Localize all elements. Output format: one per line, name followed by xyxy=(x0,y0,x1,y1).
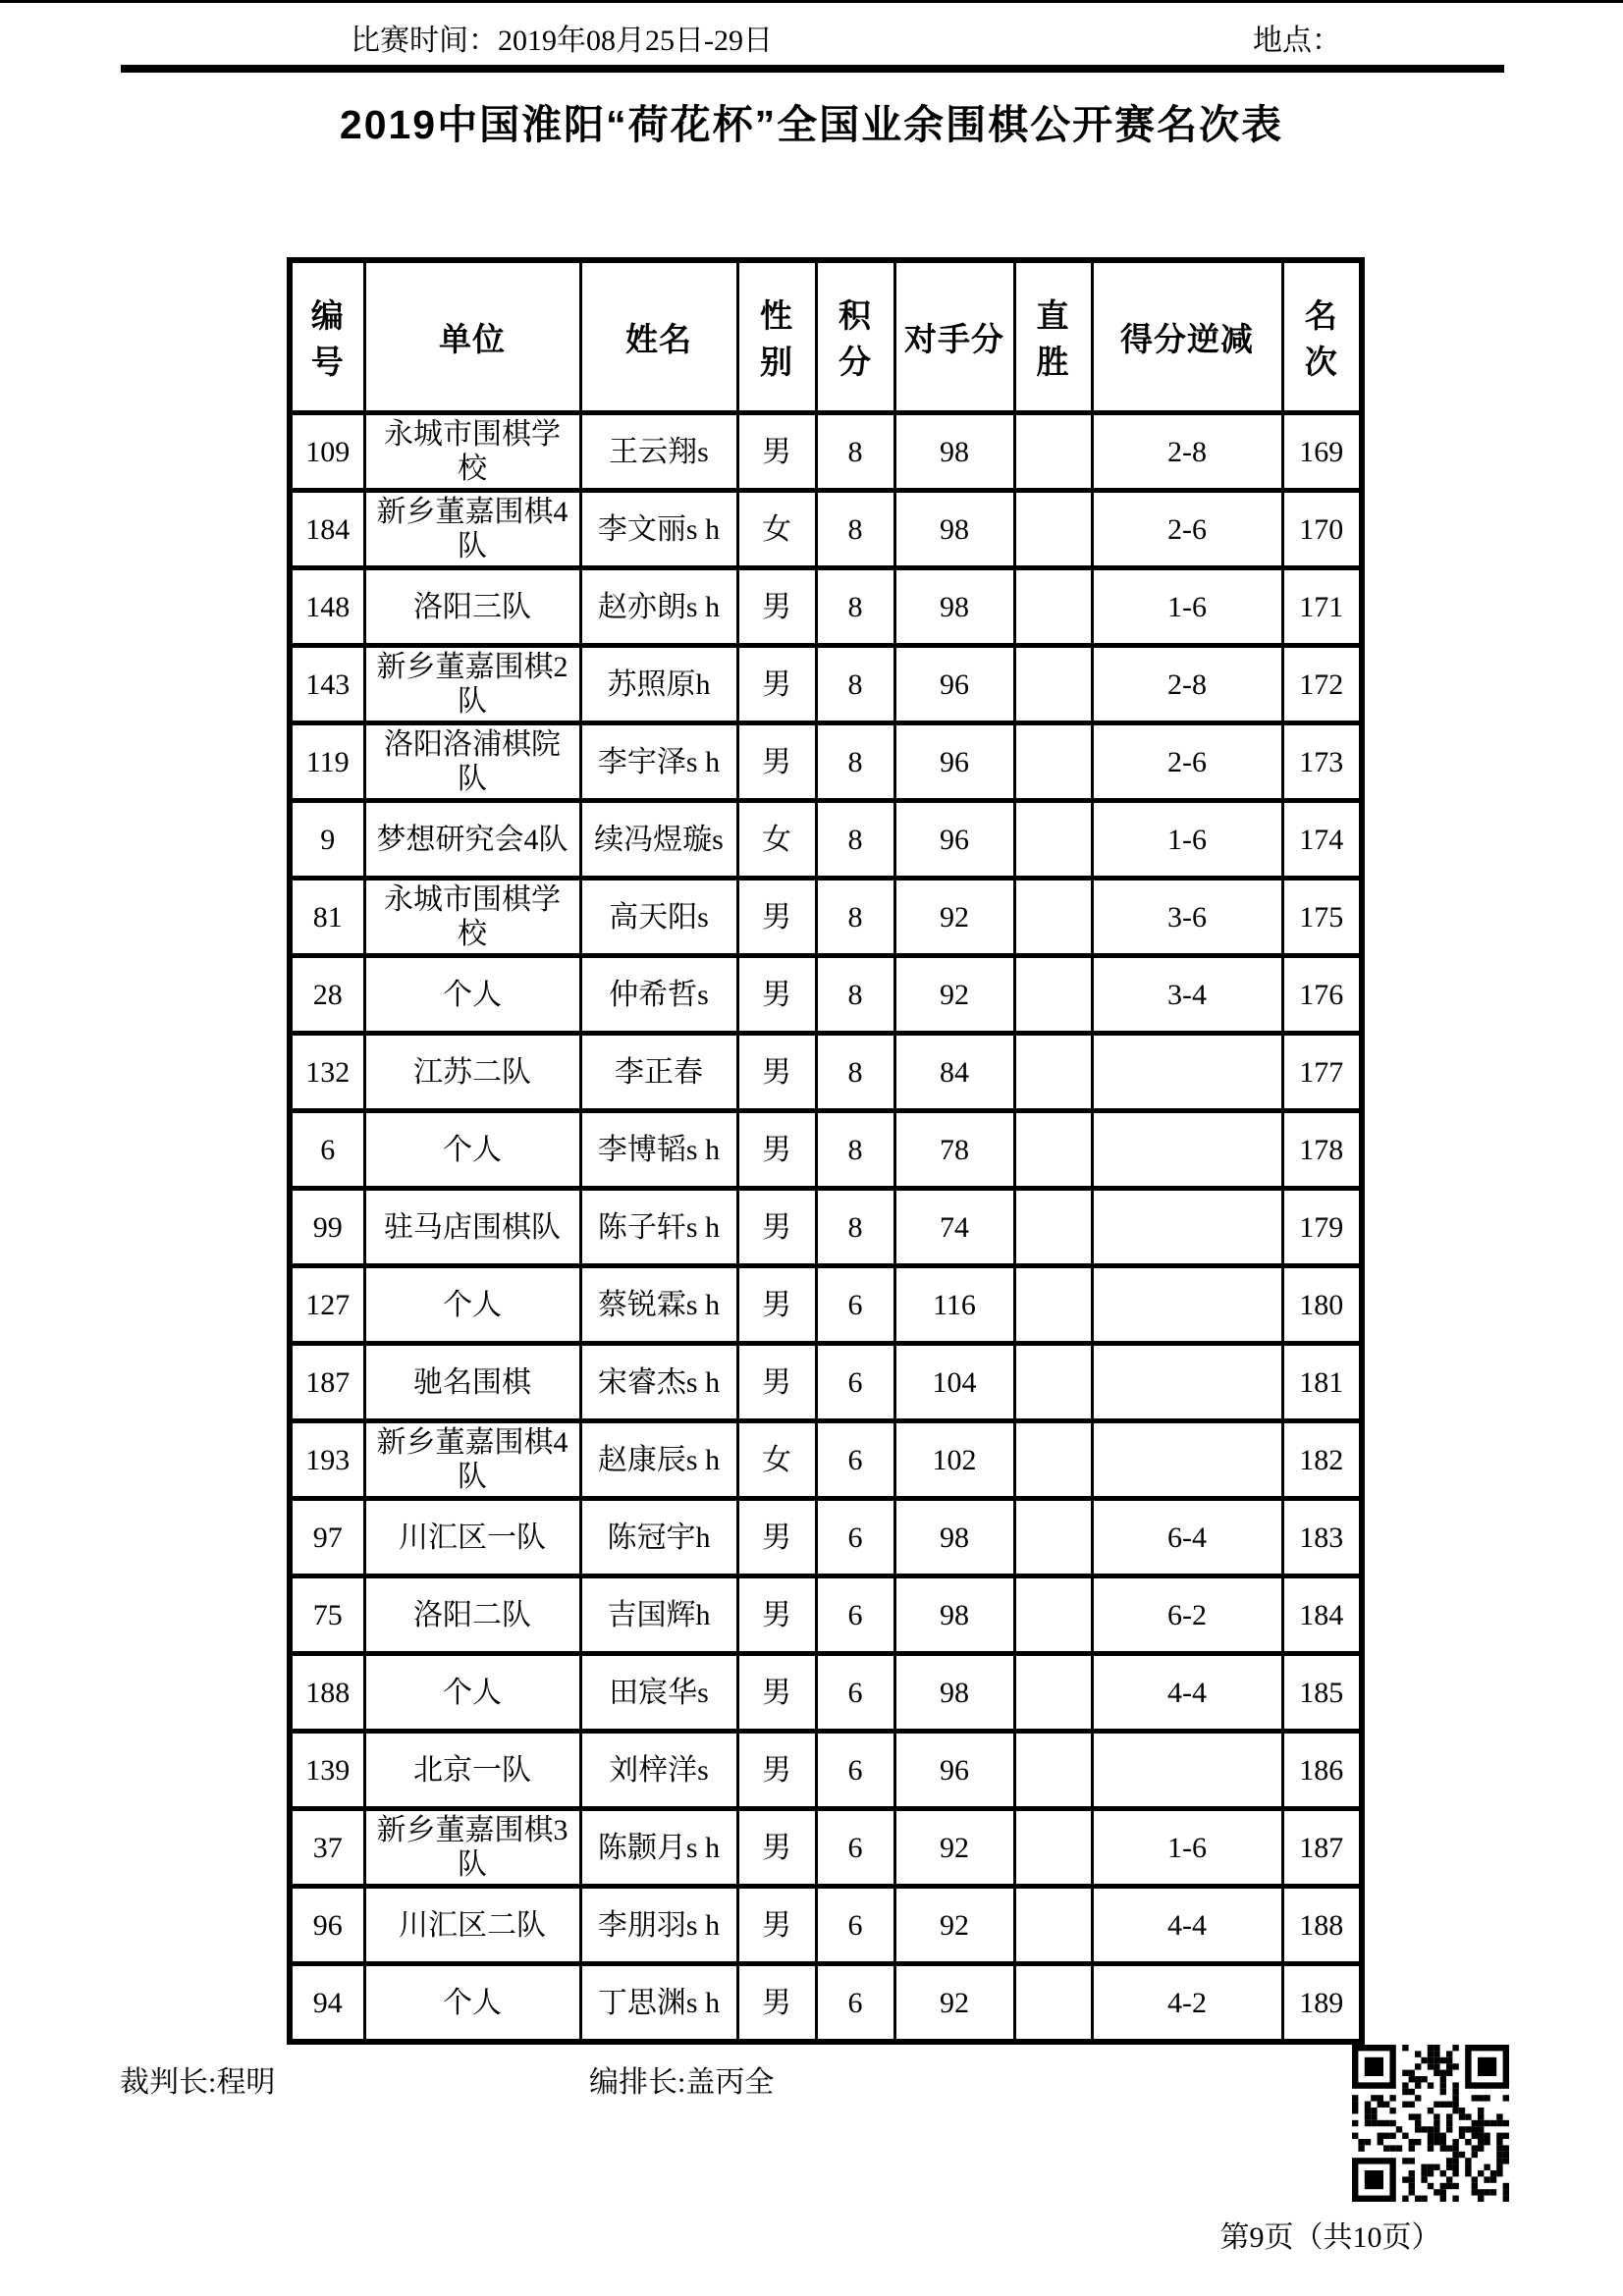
cell-direct-win xyxy=(1014,1809,1092,1887)
results-table xyxy=(287,257,1365,2045)
col-rank: 名次 xyxy=(1282,260,1362,413)
cell-gender: 男 xyxy=(737,646,816,723)
cell-points: 8 xyxy=(816,1111,894,1189)
cell-name: 李文丽s h xyxy=(580,491,737,568)
cell-gender: 男 xyxy=(737,1266,816,1344)
header-divider-rule xyxy=(121,65,1504,73)
cell-score-reduction xyxy=(1092,1344,1282,1421)
cell-direct-win xyxy=(1014,1499,1092,1576)
cell-unit: 北京一队 xyxy=(364,1732,580,1809)
cell-opponent-points: 96 xyxy=(894,723,1014,801)
table-row xyxy=(290,1576,1362,1654)
cell-points: 6 xyxy=(816,1344,894,1421)
cell-gender: 男 xyxy=(737,1887,816,1964)
cell-points: 8 xyxy=(816,646,894,723)
cell-name: 续冯煜璇s xyxy=(580,801,737,879)
table-row xyxy=(290,646,1362,723)
table-row xyxy=(290,1809,1362,1887)
cell-score-reduction: 2-8 xyxy=(1092,646,1282,723)
chief-referee-label: 裁判长:程明 xyxy=(120,2066,276,2099)
table-header-row xyxy=(290,260,1362,413)
cell-rank: 178 xyxy=(1282,1111,1362,1189)
cell-rank: 179 xyxy=(1282,1189,1362,1266)
cell-direct-win xyxy=(1014,1732,1092,1809)
cell-number: 81 xyxy=(290,879,364,956)
cell-rank: 182 xyxy=(1282,1421,1362,1499)
cell-opponent-points: 74 xyxy=(894,1189,1014,1266)
cell-rank: 185 xyxy=(1282,1654,1362,1732)
cell-number: 109 xyxy=(290,413,364,491)
cell-number: 9 xyxy=(290,801,364,879)
col-points: 积分 xyxy=(816,260,894,413)
cell-rank: 187 xyxy=(1282,1809,1362,1887)
cell-gender: 男 xyxy=(737,1344,816,1421)
cell-number: 6 xyxy=(290,1111,364,1189)
col-name: 姓名 xyxy=(580,260,737,413)
cell-points: 8 xyxy=(816,879,894,956)
cell-opponent-points: 98 xyxy=(894,568,1014,646)
cell-number: 75 xyxy=(290,1576,364,1654)
table-row xyxy=(290,879,1362,956)
cell-opponent-points: 116 xyxy=(894,1266,1014,1344)
cell-name: 丁思渊s h xyxy=(580,1964,737,2043)
cell-points: 6 xyxy=(816,1654,894,1732)
cell-unit: 洛阳二队 xyxy=(364,1576,580,1654)
cell-opponent-points: 98 xyxy=(894,1576,1014,1654)
cell-gender: 男 xyxy=(737,568,816,646)
cell-unit: 洛阳三队 xyxy=(364,568,580,646)
table-row xyxy=(290,1111,1362,1189)
col-direct-win: 直胜 xyxy=(1014,260,1092,413)
cell-score-reduction: 4-4 xyxy=(1092,1654,1282,1732)
cell-rank: 172 xyxy=(1282,646,1362,723)
cell-unit: 新乡董嘉围棋4队 xyxy=(364,1421,580,1499)
page-top-edge xyxy=(0,0,1623,3)
cell-unit: 川汇区一队 xyxy=(364,1499,580,1576)
cell-rank: 188 xyxy=(1282,1887,1362,1964)
cell-opponent-points: 92 xyxy=(894,1964,1014,2043)
cell-opponent-points: 92 xyxy=(894,1809,1014,1887)
table-row xyxy=(290,801,1362,879)
cell-opponent-points: 102 xyxy=(894,1421,1014,1499)
cell-score-reduction xyxy=(1092,1421,1282,1499)
cell-rank: 176 xyxy=(1282,956,1362,1034)
cell-name: 赵亦朗s h xyxy=(580,568,737,646)
cell-points: 6 xyxy=(816,1732,894,1809)
cell-gender: 女 xyxy=(737,1421,816,1499)
cell-score-reduction: 4-2 xyxy=(1092,1964,1282,2043)
cell-number: 132 xyxy=(290,1034,364,1111)
cell-unit: 新乡董嘉围棋2队 xyxy=(364,646,580,723)
cell-opponent-points: 98 xyxy=(894,1499,1014,1576)
table-row xyxy=(290,1266,1362,1344)
cell-points: 8 xyxy=(816,1189,894,1266)
table-row xyxy=(290,1034,1362,1111)
cell-unit: 江苏二队 xyxy=(364,1034,580,1111)
cell-score-reduction xyxy=(1092,1189,1282,1266)
cell-unit: 洛阳洛浦棋院队 xyxy=(364,723,580,801)
cell-rank: 184 xyxy=(1282,1576,1362,1654)
cell-name: 吉国辉h xyxy=(580,1576,737,1654)
table-row xyxy=(290,723,1362,801)
cell-gender: 男 xyxy=(737,1964,816,2043)
cell-number: 184 xyxy=(290,491,364,568)
cell-name: 田宸华s xyxy=(580,1654,737,1732)
cell-direct-win xyxy=(1014,879,1092,956)
cell-name: 李宇泽s h xyxy=(580,723,737,801)
cell-points: 8 xyxy=(816,956,894,1034)
cell-direct-win xyxy=(1014,1189,1092,1266)
cell-points: 6 xyxy=(816,1887,894,1964)
cell-gender: 男 xyxy=(737,1654,816,1732)
cell-direct-win xyxy=(1014,491,1092,568)
cell-unit: 新乡董嘉围棋3队 xyxy=(364,1809,580,1887)
cell-rank: 183 xyxy=(1282,1499,1362,1576)
cell-score-reduction xyxy=(1092,1266,1282,1344)
cell-opponent-points: 84 xyxy=(894,1034,1014,1111)
cell-name: 宋睿杰s h xyxy=(580,1344,737,1421)
cell-unit: 川汇区二队 xyxy=(364,1887,580,1964)
table-row xyxy=(290,1499,1362,1576)
table-row xyxy=(290,1654,1362,1732)
cell-score-reduction: 2-8 xyxy=(1092,413,1282,491)
cell-points: 8 xyxy=(816,568,894,646)
cell-name: 王云翔s xyxy=(580,413,737,491)
cell-score-reduction: 2-6 xyxy=(1092,723,1282,801)
cell-gender: 男 xyxy=(737,1576,816,1654)
cell-unit: 永城市围棋学校 xyxy=(364,413,580,491)
cell-rank: 189 xyxy=(1282,1964,1362,2043)
cell-opponent-points: 96 xyxy=(894,1732,1014,1809)
cell-direct-win xyxy=(1014,1654,1092,1732)
cell-score-reduction xyxy=(1092,1034,1282,1111)
cell-number: 127 xyxy=(290,1266,364,1344)
cell-score-reduction: 3-4 xyxy=(1092,956,1282,1034)
cell-direct-win xyxy=(1014,1344,1092,1421)
cell-points: 8 xyxy=(816,491,894,568)
cell-unit: 永城市围棋学校 xyxy=(364,879,580,956)
cell-direct-win xyxy=(1014,1576,1092,1654)
cell-score-reduction: 1-6 xyxy=(1092,1809,1282,1887)
cell-name: 高天阳s xyxy=(580,879,737,956)
cell-unit: 梦想研究会4队 xyxy=(364,801,580,879)
cell-opponent-points: 78 xyxy=(894,1111,1014,1189)
cell-name: 陈子轩s h xyxy=(580,1189,737,1266)
cell-score-reduction: 2-6 xyxy=(1092,491,1282,568)
cell-score-reduction: 1-6 xyxy=(1092,801,1282,879)
cell-name: 苏照原h xyxy=(580,646,737,723)
cell-rank: 181 xyxy=(1282,1344,1362,1421)
cell-gender: 女 xyxy=(737,801,816,879)
cell-rank: 170 xyxy=(1282,491,1362,568)
table-row xyxy=(290,956,1362,1034)
col-score-reduction: 得分逆减 xyxy=(1092,260,1282,413)
results-table-container xyxy=(287,257,1365,2045)
results-table-body xyxy=(290,413,1362,2043)
table-row xyxy=(290,491,1362,568)
cell-score-reduction: 3-6 xyxy=(1092,879,1282,956)
cell-unit: 个人 xyxy=(364,1964,580,2043)
cell-score-reduction xyxy=(1092,1111,1282,1189)
cell-opponent-points: 98 xyxy=(894,1654,1014,1732)
cell-number: 94 xyxy=(290,1964,364,2043)
cell-opponent-points: 92 xyxy=(894,1887,1014,1964)
cell-direct-win xyxy=(1014,723,1092,801)
cell-rank: 186 xyxy=(1282,1732,1362,1809)
cell-points: 6 xyxy=(816,1421,894,1499)
cell-gender: 男 xyxy=(737,956,816,1034)
cell-number: 37 xyxy=(290,1809,364,1887)
cell-rank: 174 xyxy=(1282,801,1362,879)
cell-number: 99 xyxy=(290,1189,364,1266)
cell-number: 148 xyxy=(290,568,364,646)
cell-name: 陈颢月s h xyxy=(580,1809,737,1887)
cell-rank: 180 xyxy=(1282,1266,1362,1344)
cell-unit: 个人 xyxy=(364,1266,580,1344)
col-unit: 单位 xyxy=(364,260,580,413)
cell-score-reduction xyxy=(1092,1732,1282,1809)
location-label: 地点： xyxy=(1253,25,1341,57)
cell-unit: 驰名围棋 xyxy=(364,1344,580,1421)
cell-number: 97 xyxy=(290,1499,364,1576)
table-row xyxy=(290,1732,1362,1809)
page-title: 2019中国淮阳“荷花杯”全国业余围棋公开赛名次表 xyxy=(339,102,1284,147)
cell-points: 6 xyxy=(816,1576,894,1654)
cell-score-reduction: 4-4 xyxy=(1092,1887,1282,1964)
cell-score-reduction: 1-6 xyxy=(1092,568,1282,646)
cell-number: 139 xyxy=(290,1732,364,1809)
qr-code-image xyxy=(1350,2045,1511,2202)
cell-gender: 男 xyxy=(737,1732,816,1809)
cell-name: 蔡锐霖s h xyxy=(580,1266,737,1344)
cell-rank: 169 xyxy=(1282,413,1362,491)
cell-gender: 男 xyxy=(737,413,816,491)
cell-number: 193 xyxy=(290,1421,364,1499)
cell-direct-win xyxy=(1014,1111,1092,1189)
cell-direct-win xyxy=(1014,1034,1092,1111)
cell-number: 119 xyxy=(290,723,364,801)
cell-score-reduction: 6-4 xyxy=(1092,1499,1282,1576)
cell-unit: 新乡董嘉围棋4队 xyxy=(364,491,580,568)
cell-name: 李博韬s h xyxy=(580,1111,737,1189)
cell-opponent-points: 92 xyxy=(894,956,1014,1034)
cell-number: 187 xyxy=(290,1344,364,1421)
table-row xyxy=(290,568,1362,646)
cell-gender: 男 xyxy=(737,879,816,956)
table-row xyxy=(290,1189,1362,1266)
cell-direct-win xyxy=(1014,413,1092,491)
cell-direct-win xyxy=(1014,956,1092,1034)
cell-direct-win xyxy=(1014,568,1092,646)
cell-gender: 男 xyxy=(737,1034,816,1111)
cell-opponent-points: 92 xyxy=(894,879,1014,956)
cell-points: 6 xyxy=(816,1499,894,1576)
cell-name: 赵康辰s h xyxy=(580,1421,737,1499)
cell-points: 6 xyxy=(816,1964,894,2043)
chief-arranger-label: 编排长:盖丙全 xyxy=(589,2066,775,2099)
competition-time-label: 比赛时间：2019年08月25日-29日 xyxy=(351,25,773,57)
table-row xyxy=(290,1344,1362,1421)
cell-rank: 175 xyxy=(1282,879,1362,956)
cell-gender: 男 xyxy=(737,1189,816,1266)
cell-name: 李朋羽s h xyxy=(580,1887,737,1964)
cell-name: 李正春 xyxy=(580,1034,737,1111)
page-number: 第9页（共10页） xyxy=(1219,2221,1441,2254)
cell-opponent-points: 98 xyxy=(894,413,1014,491)
cell-points: 6 xyxy=(816,1266,894,1344)
cell-direct-win xyxy=(1014,1887,1092,1964)
cell-direct-win xyxy=(1014,646,1092,723)
cell-name: 刘梓洋s xyxy=(580,1732,737,1809)
cell-rank: 171 xyxy=(1282,568,1362,646)
col-number: 编号 xyxy=(290,260,364,413)
table-row xyxy=(290,1887,1362,1964)
cell-points: 8 xyxy=(816,1034,894,1111)
cell-number: 28 xyxy=(290,956,364,1034)
cell-unit: 个人 xyxy=(364,956,580,1034)
cell-gender: 男 xyxy=(737,1499,816,1576)
cell-opponent-points: 96 xyxy=(894,801,1014,879)
cell-gender: 男 xyxy=(737,1111,816,1189)
cell-number: 96 xyxy=(290,1887,364,1964)
cell-number: 188 xyxy=(290,1654,364,1732)
cell-direct-win xyxy=(1014,1421,1092,1499)
cell-unit: 个人 xyxy=(364,1654,580,1732)
cell-rank: 177 xyxy=(1282,1034,1362,1111)
cell-unit: 驻马店围棋队 xyxy=(364,1189,580,1266)
cell-gender: 男 xyxy=(737,723,816,801)
table-row xyxy=(290,1964,1362,2043)
cell-gender: 女 xyxy=(737,491,816,568)
cell-name: 仲希哲s xyxy=(580,956,737,1034)
cell-direct-win xyxy=(1014,1964,1092,2043)
cell-rank: 173 xyxy=(1282,723,1362,801)
cell-direct-win xyxy=(1014,801,1092,879)
col-opponent-points: 对手分 xyxy=(894,260,1014,413)
table-row xyxy=(290,1421,1362,1499)
table-row xyxy=(290,413,1362,491)
cell-points: 6 xyxy=(816,1809,894,1887)
cell-points: 8 xyxy=(816,413,894,491)
cell-opponent-points: 98 xyxy=(894,491,1014,568)
cell-name: 陈冠宇h xyxy=(580,1499,737,1576)
cell-number: 143 xyxy=(290,646,364,723)
cell-unit: 个人 xyxy=(364,1111,580,1189)
cell-opponent-points: 96 xyxy=(894,646,1014,723)
col-gender: 性别 xyxy=(737,260,816,413)
cell-points: 8 xyxy=(816,801,894,879)
cell-points: 8 xyxy=(816,723,894,801)
cell-opponent-points: 104 xyxy=(894,1344,1014,1421)
cell-gender: 男 xyxy=(737,1809,816,1887)
cell-score-reduction: 6-2 xyxy=(1092,1576,1282,1654)
cell-direct-win xyxy=(1014,1266,1092,1344)
